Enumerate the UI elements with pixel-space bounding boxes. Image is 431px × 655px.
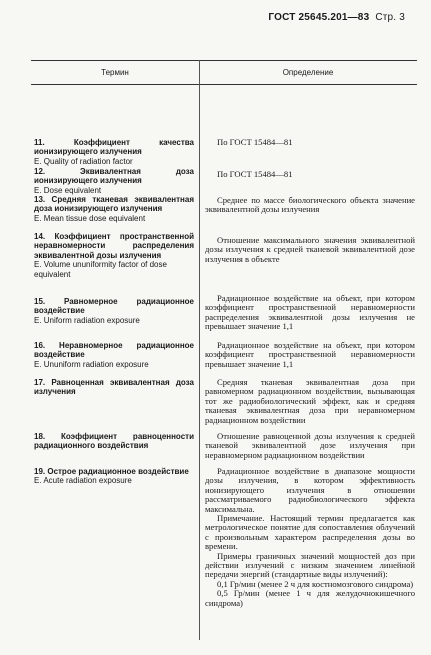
definition-13	[205, 196, 415, 215]
definition-11	[205, 138, 415, 147]
definition-text: Радиационное воздействие на объект, при котором коэффициент пространственной неравномерности распределения эквивалентной дозы излучения не превышает значение 1,1	[205, 293, 415, 332]
definition-text: Радиационное воздействие в диапазоне мощности дозы излучения, в котором эффективность ионизирующего излучения в отношении рассматриваемого радиобиологического эффекта максимальна.	[205, 466, 415, 514]
definition-text: Отношение максимального значения эквивалентной дозы излучения к средней тканевой эквивалентной дозе излучения в объекте	[205, 235, 415, 264]
definition-text: Средняя тканевая эквивалентная доза при равномерном радиационном воздействии, вызывающая тот же радиобиологический эффект, как и средняя тканевая эквивалентная доза при неравномерном радиационном воздействии	[205, 377, 415, 425]
term-text: 11. Коэффициент качества ионизирующего излучения	[34, 138, 194, 157]
term-text: 19. Острое радиационное воздействие	[34, 467, 189, 476]
term-text: 16. Неравномерное радиационное воздействие	[34, 341, 194, 360]
definition-15	[205, 294, 415, 332]
term-text: 12. Эквивалентная доза ионизирующего излучения	[34, 167, 194, 186]
definition-12	[205, 170, 415, 179]
term-english: E. Quality of radiation factor	[34, 156, 133, 166]
term-entry-13	[34, 195, 194, 223]
term-text: 13. Средняя тканевая эквивалентная доза ионизирующего излучения	[34, 195, 194, 214]
definition-example-2: 0,5 Гр/мин (менее 1 ч для желудочнокишечного синдрома)	[205, 588, 415, 608]
definition-text: По ГОСТ 15484—81	[217, 169, 293, 179]
definition-16	[205, 341, 415, 369]
term-entry-19	[34, 467, 194, 486]
term-english: E. Uniform radiation exposure	[34, 315, 140, 325]
definition-text: Радиационное воздействие на объект, при котором коэффициент пространственной неравномерности превышает значение 1,1	[205, 340, 415, 369]
term-english: E. Acute radiation exposure	[34, 476, 132, 486]
definition-19	[205, 467, 415, 608]
term-english: E. Volume ununiformity factor of dose equivalent	[34, 260, 167, 279]
term-entry-14	[34, 232, 194, 279]
term-text: 14. Коэффициент пространственной неравномерности распределения эквивалентной дозы излучения	[34, 232, 194, 260]
definition-text: По ГОСТ 15484—81	[217, 137, 293, 147]
term-entry-16	[34, 341, 194, 369]
standard-number: ГОСТ 25645.201—83	[268, 12, 370, 23]
column-header-terms: Термин	[101, 68, 129, 77]
term-text: 18. Коэффициент равноценности радиационного воздействия	[34, 432, 194, 451]
term-entry-12	[34, 167, 194, 195]
definition-text: Отношение равноценной дозы излучения к средней тканевой эквивалентной дозе излучения при неравномерном радиационном воздействии	[205, 431, 415, 460]
definition-14	[205, 236, 415, 264]
term-entry-15	[34, 297, 194, 325]
term-entry-17	[34, 378, 194, 397]
term-text: 17. Равноценная эквивалентная доза излучения	[34, 378, 194, 397]
term-english: E. Dose equivalent	[34, 185, 102, 195]
page-header	[268, 12, 405, 23]
column-divider	[199, 60, 200, 640]
term-english: E. Ununiform radiation exposure	[34, 359, 149, 369]
definition-example-1: 0,1 Гр/мин (менее 2 ч для костномозгового синдрома)	[217, 578, 414, 589]
definition-note: Примечание. Настоящий термин предлагается как метрологическое понятие для сопоставления облучений с произвольным характером распределения дозы во времени.	[205, 513, 415, 552]
definition-18	[205, 432, 415, 460]
definition-17	[205, 378, 415, 425]
term-entry-18	[34, 432, 194, 451]
term-entry-11	[34, 138, 194, 166]
definition-text: Среднее по массе биологического объекта значение эквивалентной дозы излучения	[205, 195, 415, 215]
term-english: E. Mean tissue dose equivalent	[34, 213, 146, 223]
column-header-definition: Определение	[282, 68, 334, 77]
page-number: Стр. 3	[375, 12, 405, 23]
definition-examples: Примеры граничных значений мощностей доз при действии излучений с низким значением линейной передачи энергий (стандартные виды излучений):	[205, 550, 415, 580]
table-header	[31, 60, 417, 85]
term-text: 15. Равномерное радиационное воздействие	[34, 297, 194, 316]
